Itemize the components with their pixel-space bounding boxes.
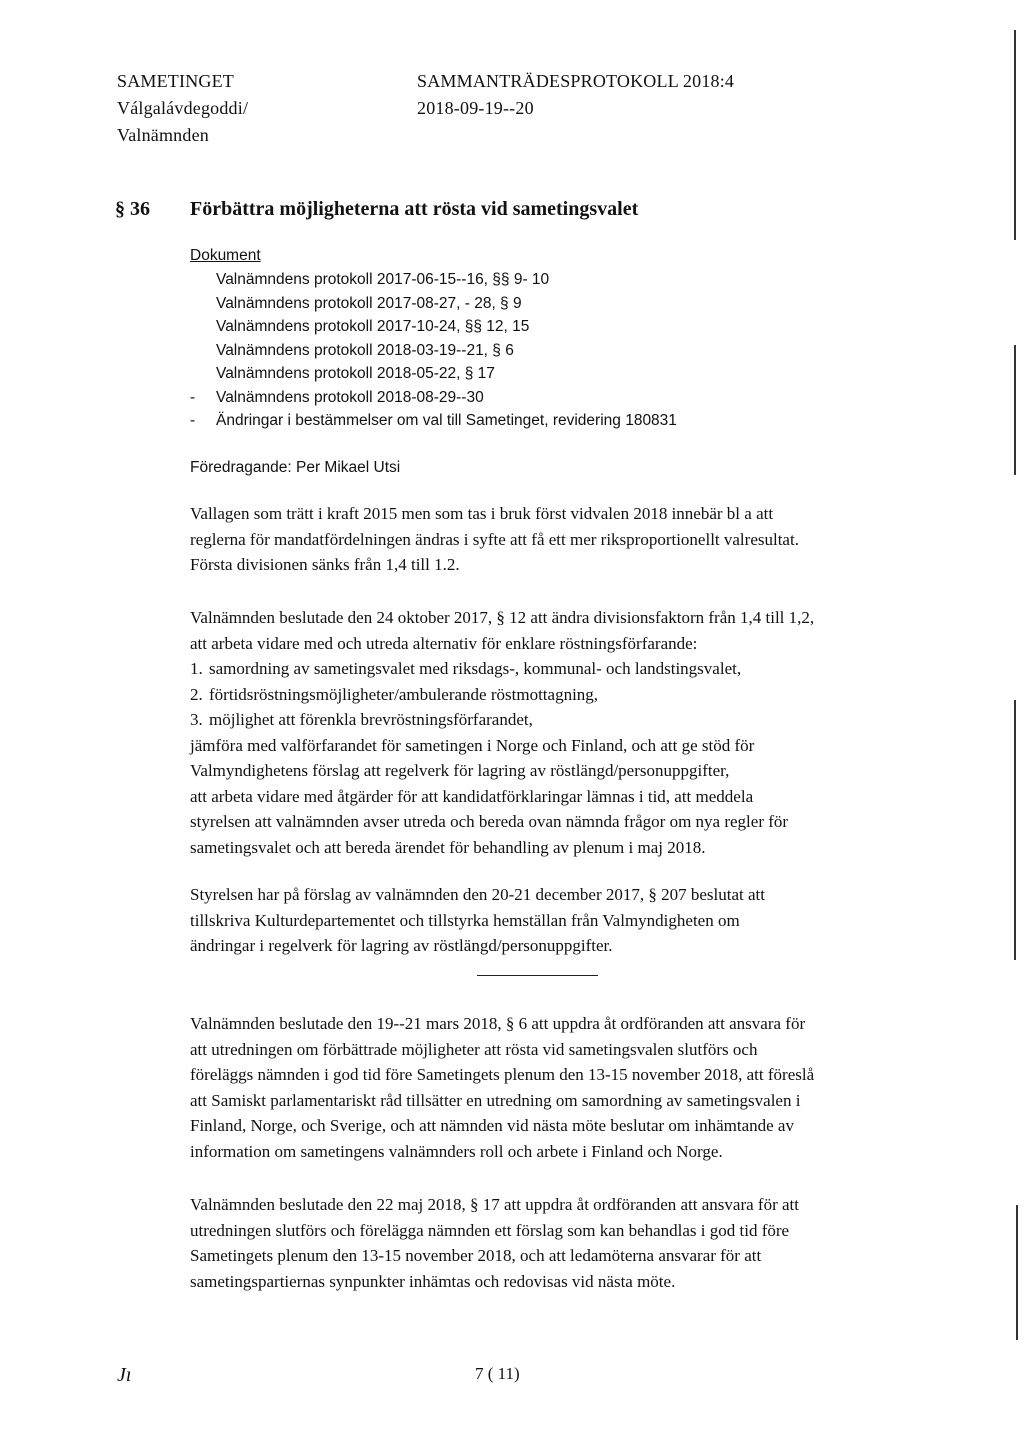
paragraph-committee-decision-march-2018 [190,1011,970,1164]
text-line: att arbeta vidare med och utreda alternativ för enklare röstningsförfarande: [190,633,698,653]
list-item [190,386,677,410]
list-dash: - [190,412,196,429]
list-item-text: förtidsröstningsmöjligheter/ambulerande röstmottagning, [209,684,599,704]
text-line: jämföra med valförfarandet för sametingen i Norge och Finland, och att ge stöd för [190,735,755,755]
text-line: utredningen slutförs och förelägga nämnden ett förslag som kan behandlas i god tid före [190,1220,790,1240]
list-item [190,409,677,433]
list-item-text: samordning av sametingsvalet med riksdags-, kommunal- och landstingsvalet, [209,659,742,678]
text-line: att Samiskt parlamentariskt råd tillsätter en utredning om samordning av sametingsvalen i [190,1090,801,1110]
section-number: § 36 [115,198,150,220]
text-line: att utredningen om förbättrade möjligheter att rösta vid sametingsvalen slutförs och [190,1039,758,1059]
text-line: tillskriva Kulturdepartementet och tillstyrka hemställan från Valmyndigheten om [190,910,740,930]
paragraph-committee-decision-2017 [190,605,970,860]
list-item [190,268,677,292]
text-line: att arbeta vidare med åtgärder för att kandidatförklaringar lämnas i tid, att meddela [190,786,754,806]
list-item [190,292,677,316]
list-number: 3. [190,710,203,729]
document-reference: Valnämndens protokoll 2017-08-27, - 28, § 9 [216,294,522,312]
list-item-text: möjlighet att förenkla brevröstningsförfarandet, [209,710,533,729]
numbered-list [190,656,970,733]
list-dash: - [190,388,196,406]
document-reference: Valnämndens protokoll 2017-06-15--16, §§ 9- 10 [216,271,550,288]
text-line: Valnämnden beslutade den 22 maj 2018, § 17 att uppdra åt ordföranden att ansvara för att [190,1195,799,1214]
text-line: ändringar i regelverk för lagring av röstlängd/personuppgifter. [190,936,613,955]
text-line: Valmyndighetens förslag att regelverk för lagring av röstlängd/personuppgifter, [190,761,730,780]
org-name-sami: Válgalávdegoddi/ [117,98,249,118]
list-item [190,682,970,708]
header-document [417,68,734,122]
org-name: SAMETINGET [117,71,234,91]
list-item [190,315,677,339]
text-line: Sametingets plenum den 13-15 november 2018, och att ledamöterna ansvarar för att [190,1246,762,1265]
text-line: Vallagen som trätt i kraft 2015 men som tas i bruk först vidvalen 2018 innebär bl a att [190,504,774,523]
paragraph-committee-decision-may-2018 [190,1192,970,1294]
document-reference: Valnämndens protokoll 2018-03-19--21, § 6 [216,341,514,359]
document-title: SAMMANTRÄDESPROTOKOLL 2018:4 [417,71,735,91]
text-line: Valnämnden beslutade den 19--21 mars 2018, § 6 att uppdra åt ordföranden att ansvara för [190,1014,806,1033]
text-line: föreläggs nämnden i god tid före Sametingets plenum den 13-15 november 2018, att föreslå [190,1065,815,1084]
documents-list [190,268,677,433]
header-organization [117,68,248,149]
section-divider [477,975,598,976]
document-reference: Valnämndens protokoll 2018-05-22, § 17 [216,365,495,382]
documents-heading: Dokument [190,247,261,264]
scan-edge-line [1014,700,1016,960]
document-reference: Valnämndens protokoll 2018-08-29--30 [216,388,484,406]
list-number: 2. [190,684,203,704]
document-dates: 2018-09-19--20 [417,98,534,118]
presenter-line: Föredragande: Per Mikael Utsi [190,459,401,476]
list-item [190,707,970,733]
text-line: Styrelsen har på förslag av valnämnden den 20-21 december 2017, § 207 beslutat att [190,885,765,904]
text-line: Valnämnden beslutade den 24 oktober 2017, § 12 att ändra divisionsfaktorn från 1,4 till 1,2, [190,608,815,627]
scan-edge-line [1016,1205,1018,1340]
list-item [190,656,970,682]
document-reference: Valnämndens protokoll 2017-10-24, §§ 12, 15 [216,318,530,335]
signature-initials: Jı [117,1364,132,1386]
text-line: reglerna för mandatfördelningen ändras i syfte att få ett mer riksproportionellt valresultat. [190,529,799,549]
document-reference: Ändringar i bestämmelser om val till Sametinget, revidering 180831 [216,412,677,429]
text-line: information om sametingens valnämnders roll och arbete i Finland och Norge. [190,1141,723,1161]
list-number: 1. [190,659,203,678]
scan-edge-line [1014,345,1016,475]
list-item [190,339,677,363]
text-line: Första divisionen sänks från 1,4 till 1.2. [190,555,460,574]
text-line: sametingspartiernas synpunkter inhämtas och redovisas vid nästa möte. [190,1271,676,1291]
list-item [190,362,677,386]
org-committee: Valnämnden [117,125,209,145]
paragraph-election-law [190,501,970,578]
text-line: Finland, Norge, och Sverige, och att nämnden vid nästa möte beslutar om inhämtande av [190,1116,794,1135]
section-title: Förbättra möjligheterna att rösta vid sametingsvalet [190,198,639,220]
text-line: sametingsvalet och att bereda ärendet för behandling av plenum i maj 2018. [190,837,706,857]
scan-edge-line [1014,30,1016,240]
text-line: styrelsen att valnämnden avser utreda och bereda ovan nämnda frågor om nya regler för [190,812,789,831]
page-number: 7 ( 11) [475,1364,520,1383]
paragraph-board-decision [190,882,970,959]
